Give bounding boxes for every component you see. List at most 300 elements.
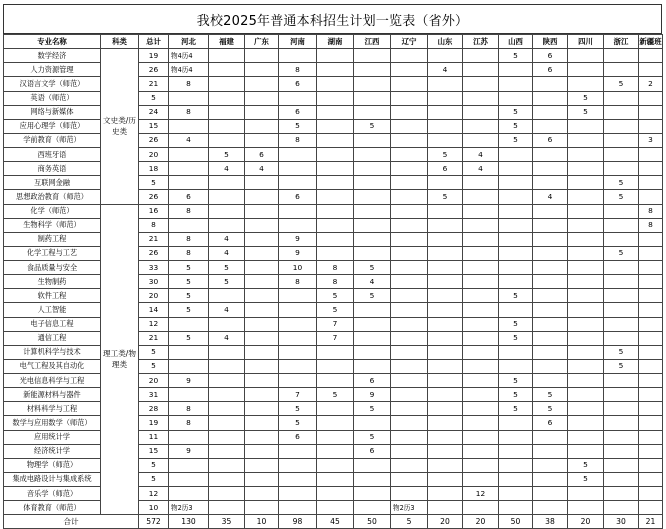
data-cell	[463, 402, 499, 416]
data-cell	[391, 119, 428, 133]
data-cell: 5	[499, 133, 533, 147]
data-cell	[317, 232, 354, 246]
data-cell	[604, 303, 639, 317]
data-cell	[568, 148, 604, 162]
data-cell	[463, 49, 499, 63]
data-cell	[354, 91, 391, 105]
data-cell	[428, 246, 463, 260]
data-cell	[317, 77, 354, 91]
data-cell	[533, 246, 568, 260]
data-cell	[533, 317, 568, 331]
data-cell	[604, 374, 639, 388]
data-cell: 5	[317, 289, 354, 303]
data-cell	[604, 119, 639, 133]
data-cell	[317, 359, 354, 373]
data-cell	[391, 472, 428, 486]
data-cell	[391, 105, 428, 119]
data-cell: 5	[209, 275, 245, 289]
data-cell	[568, 402, 604, 416]
data-cell	[568, 289, 604, 303]
data-cell	[245, 261, 279, 275]
data-cell	[354, 232, 391, 246]
data-cell	[568, 204, 604, 218]
data-cell	[317, 49, 354, 63]
data-cell	[463, 374, 499, 388]
data-cell: 5	[499, 317, 533, 331]
data-cell	[317, 190, 354, 204]
data-cell	[317, 63, 354, 77]
data-cell: 33	[139, 261, 169, 275]
data-cell	[354, 218, 391, 232]
data-cell	[639, 303, 663, 317]
data-cell	[568, 77, 604, 91]
data-cell	[391, 261, 428, 275]
data-cell	[209, 190, 245, 204]
column-header: 广东	[245, 35, 279, 49]
data-cell	[354, 416, 391, 430]
data-cell	[245, 303, 279, 317]
data-cell	[391, 63, 428, 77]
data-cell: 6	[533, 63, 568, 77]
major-name: 物理学（师范）	[4, 458, 101, 472]
data-cell	[639, 374, 663, 388]
data-cell	[209, 77, 245, 91]
data-cell	[499, 63, 533, 77]
data-cell	[169, 91, 209, 105]
data-cell: 5	[279, 402, 317, 416]
data-cell	[245, 359, 279, 373]
data-cell	[317, 374, 354, 388]
data-cell	[354, 49, 391, 63]
data-cell	[639, 232, 663, 246]
data-cell	[568, 487, 604, 501]
data-cell: 5	[499, 402, 533, 416]
data-cell	[604, 289, 639, 303]
data-cell: 8	[169, 105, 209, 119]
data-cell: 6	[279, 77, 317, 91]
data-cell	[391, 232, 428, 246]
data-cell	[317, 458, 354, 472]
data-cell	[568, 63, 604, 77]
data-cell	[639, 472, 663, 486]
data-cell: 5	[568, 458, 604, 472]
data-cell	[639, 416, 663, 430]
column-header: 浙江	[604, 35, 639, 49]
data-cell	[639, 105, 663, 119]
data-cell	[463, 63, 499, 77]
data-cell	[428, 261, 463, 275]
data-cell	[354, 176, 391, 190]
data-cell: 19	[139, 49, 169, 63]
data-cell	[604, 402, 639, 416]
data-cell: 20	[139, 148, 169, 162]
data-cell	[463, 430, 499, 444]
data-cell	[354, 204, 391, 218]
data-cell: 26	[139, 190, 169, 204]
data-cell	[209, 345, 245, 359]
major-name: 音乐学（师范）	[4, 487, 101, 501]
total-cell: 21	[639, 515, 663, 529]
data-cell: 7	[317, 317, 354, 331]
data-cell	[533, 77, 568, 91]
data-cell	[568, 331, 604, 345]
data-cell	[245, 119, 279, 133]
data-cell	[463, 91, 499, 105]
data-cell: 15	[139, 444, 169, 458]
data-cell	[639, 430, 663, 444]
data-cell: 18	[139, 162, 169, 176]
data-cell	[499, 204, 533, 218]
data-cell: 5	[209, 261, 245, 275]
data-cell: 5	[604, 359, 639, 373]
data-cell	[391, 190, 428, 204]
data-cell: 8	[317, 261, 354, 275]
data-cell	[209, 204, 245, 218]
data-cell	[391, 204, 428, 218]
data-cell	[428, 345, 463, 359]
major-name: 化学工程与工艺	[4, 246, 101, 260]
data-cell	[639, 331, 663, 345]
data-cell: 4	[463, 148, 499, 162]
data-cell: 5	[139, 472, 169, 486]
data-cell	[604, 204, 639, 218]
data-cell	[354, 345, 391, 359]
major-name: 软件工程	[4, 289, 101, 303]
data-cell: 5	[428, 190, 463, 204]
data-cell	[428, 430, 463, 444]
data-cell	[499, 176, 533, 190]
data-cell: 5	[604, 77, 639, 91]
data-cell	[428, 232, 463, 246]
data-cell	[533, 444, 568, 458]
data-cell	[391, 162, 428, 176]
data-cell	[245, 487, 279, 501]
major-name: 西班牙语	[4, 148, 101, 162]
major-name: 制药工程	[4, 232, 101, 246]
data-cell	[245, 133, 279, 147]
data-cell: 21	[139, 232, 169, 246]
data-cell	[533, 275, 568, 289]
data-cell	[317, 402, 354, 416]
data-cell	[245, 416, 279, 430]
major-name: 通信工程	[4, 331, 101, 345]
major-name: 应用统计学	[4, 430, 101, 444]
major-name: 思想政治教育（师范）	[4, 190, 101, 204]
column-header: 江苏	[463, 35, 499, 49]
data-cell	[209, 91, 245, 105]
data-cell	[639, 345, 663, 359]
data-cell	[391, 49, 428, 63]
data-cell	[209, 444, 245, 458]
data-cell	[354, 303, 391, 317]
data-cell	[463, 345, 499, 359]
data-cell	[533, 472, 568, 486]
data-cell	[209, 472, 245, 486]
data-cell	[639, 458, 663, 472]
data-cell: 5	[568, 91, 604, 105]
data-cell	[354, 133, 391, 147]
data-cell: 5	[317, 303, 354, 317]
data-cell	[245, 458, 279, 472]
data-cell: 8	[279, 63, 317, 77]
major-name: 数学与应用数学（师范）	[4, 416, 101, 430]
data-cell	[604, 331, 639, 345]
data-cell	[463, 317, 499, 331]
data-cell	[391, 303, 428, 317]
data-cell: 物4历4	[169, 63, 209, 77]
data-cell	[463, 190, 499, 204]
data-cell	[428, 388, 463, 402]
data-cell	[317, 501, 354, 515]
data-cell	[604, 105, 639, 119]
data-cell: 5	[604, 176, 639, 190]
data-cell	[499, 444, 533, 458]
data-cell	[499, 416, 533, 430]
data-cell: 5	[604, 246, 639, 260]
data-cell	[639, 388, 663, 402]
data-cell	[499, 501, 533, 515]
data-cell	[499, 359, 533, 373]
data-cell	[533, 487, 568, 501]
data-cell: 5	[169, 331, 209, 345]
category-cell: 理工类/物理类	[101, 204, 139, 515]
data-cell: 5	[169, 303, 209, 317]
data-cell	[209, 317, 245, 331]
data-cell	[279, 359, 317, 373]
data-cell	[245, 232, 279, 246]
data-cell: 9	[354, 388, 391, 402]
data-cell	[463, 501, 499, 515]
data-cell	[391, 176, 428, 190]
data-cell: 6	[279, 190, 317, 204]
data-cell	[639, 261, 663, 275]
data-cell: 6	[533, 133, 568, 147]
data-cell	[463, 444, 499, 458]
data-cell	[568, 374, 604, 388]
data-cell	[604, 444, 639, 458]
data-cell	[568, 261, 604, 275]
data-cell	[279, 345, 317, 359]
data-cell: 6	[533, 49, 568, 63]
major-name: 人工智能	[4, 303, 101, 317]
data-cell: 6	[245, 148, 279, 162]
data-cell: 8	[317, 275, 354, 289]
data-cell	[533, 148, 568, 162]
data-cell	[463, 119, 499, 133]
data-cell: 5	[279, 416, 317, 430]
data-cell	[428, 289, 463, 303]
data-cell	[317, 119, 354, 133]
major-name: 电子信息工程	[4, 317, 101, 331]
data-cell	[245, 331, 279, 345]
data-cell	[245, 218, 279, 232]
data-cell: 5	[139, 176, 169, 190]
data-cell: 19	[139, 416, 169, 430]
major-name: 体育教育（师范）	[4, 501, 101, 515]
data-cell: 5	[317, 388, 354, 402]
data-cell	[317, 416, 354, 430]
data-cell	[169, 458, 209, 472]
data-cell: 6	[354, 444, 391, 458]
data-cell	[279, 487, 317, 501]
data-cell: 8	[169, 246, 209, 260]
data-cell: 6	[279, 105, 317, 119]
data-cell: 2	[639, 77, 663, 91]
data-cell: 21	[139, 331, 169, 345]
data-cell	[169, 430, 209, 444]
data-cell: 5	[169, 275, 209, 289]
data-cell	[428, 275, 463, 289]
data-cell: 5	[354, 430, 391, 444]
total-cell: 20	[568, 515, 604, 529]
data-cell	[245, 63, 279, 77]
data-cell: 5	[499, 374, 533, 388]
data-cell	[245, 49, 279, 63]
data-cell: 4	[354, 275, 391, 289]
data-cell: 20	[139, 374, 169, 388]
data-cell: 5	[354, 119, 391, 133]
data-cell	[317, 105, 354, 119]
data-cell	[533, 430, 568, 444]
data-cell	[169, 162, 209, 176]
data-cell	[639, 246, 663, 260]
data-cell	[604, 218, 639, 232]
data-cell	[428, 91, 463, 105]
data-cell	[209, 63, 245, 77]
data-cell	[533, 218, 568, 232]
data-cell	[499, 345, 533, 359]
data-cell: 4	[428, 63, 463, 77]
data-cell	[279, 162, 317, 176]
data-cell	[604, 49, 639, 63]
total-cell: 50	[354, 515, 391, 529]
data-cell	[533, 331, 568, 345]
data-cell	[568, 444, 604, 458]
data-cell	[428, 176, 463, 190]
data-cell	[169, 176, 209, 190]
data-cell: 8	[639, 218, 663, 232]
data-cell	[499, 303, 533, 317]
data-cell	[391, 133, 428, 147]
data-cell	[639, 487, 663, 501]
column-header: 新疆班	[639, 35, 663, 49]
data-cell	[428, 218, 463, 232]
data-cell: 5	[428, 148, 463, 162]
data-cell: 12	[463, 487, 499, 501]
data-cell	[639, 49, 663, 63]
data-cell	[245, 430, 279, 444]
major-name: 汉语言文学（师范）	[4, 77, 101, 91]
data-cell: 6	[428, 162, 463, 176]
data-cell	[245, 289, 279, 303]
data-cell	[533, 303, 568, 317]
data-cell	[245, 105, 279, 119]
data-cell	[533, 345, 568, 359]
data-cell	[639, 63, 663, 77]
data-cell	[209, 374, 245, 388]
data-cell	[354, 317, 391, 331]
data-cell	[463, 388, 499, 402]
data-cell	[639, 444, 663, 458]
data-cell	[209, 430, 245, 444]
major-name: 新能源材料与器件	[4, 388, 101, 402]
data-cell: 8	[169, 402, 209, 416]
data-cell: 5	[139, 91, 169, 105]
data-cell: 4	[209, 162, 245, 176]
data-cell	[354, 246, 391, 260]
data-cell: 4	[209, 303, 245, 317]
data-cell	[639, 162, 663, 176]
data-cell	[568, 232, 604, 246]
column-header: 湖南	[317, 35, 354, 49]
major-name: 集成电路设计与集成系统	[4, 472, 101, 486]
data-cell: 5	[354, 261, 391, 275]
data-cell: 5	[169, 261, 209, 275]
data-cell: 4	[533, 190, 568, 204]
total-cell: 20	[463, 515, 499, 529]
data-cell	[533, 261, 568, 275]
data-cell	[639, 275, 663, 289]
data-cell	[568, 359, 604, 373]
data-cell	[317, 148, 354, 162]
data-cell	[354, 162, 391, 176]
data-cell	[463, 458, 499, 472]
data-cell	[428, 501, 463, 515]
data-cell	[428, 105, 463, 119]
sheet-title: 我校2025年普通本科招生计划一览表（省外）	[3, 4, 662, 34]
data-cell	[245, 388, 279, 402]
data-cell	[209, 501, 245, 515]
data-cell: 5	[499, 331, 533, 345]
data-cell	[463, 246, 499, 260]
data-cell	[209, 388, 245, 402]
data-cell	[568, 246, 604, 260]
data-cell	[169, 388, 209, 402]
data-cell	[604, 133, 639, 147]
data-cell: 5	[499, 49, 533, 63]
data-cell: 5	[499, 289, 533, 303]
data-cell	[317, 487, 354, 501]
major-name: 商务英语	[4, 162, 101, 176]
data-cell: 5	[139, 359, 169, 373]
data-cell	[428, 77, 463, 91]
data-cell	[499, 472, 533, 486]
data-cell: 21	[139, 77, 169, 91]
total-cell: 50	[499, 515, 533, 529]
data-cell	[604, 261, 639, 275]
data-cell	[533, 232, 568, 246]
data-cell	[533, 458, 568, 472]
data-cell	[463, 331, 499, 345]
data-cell	[245, 317, 279, 331]
data-cell	[279, 317, 317, 331]
data-cell: 6	[354, 374, 391, 388]
data-cell	[391, 458, 428, 472]
major-name: 数学经济	[4, 49, 101, 63]
data-cell	[499, 162, 533, 176]
data-cell	[604, 472, 639, 486]
data-cell: 9	[279, 232, 317, 246]
data-cell	[391, 246, 428, 260]
data-cell	[279, 458, 317, 472]
data-cell	[245, 374, 279, 388]
data-cell	[279, 148, 317, 162]
data-cell	[639, 190, 663, 204]
major-name: 人力资源管理	[4, 63, 101, 77]
data-cell	[279, 49, 317, 63]
data-cell	[604, 458, 639, 472]
data-cell	[533, 162, 568, 176]
